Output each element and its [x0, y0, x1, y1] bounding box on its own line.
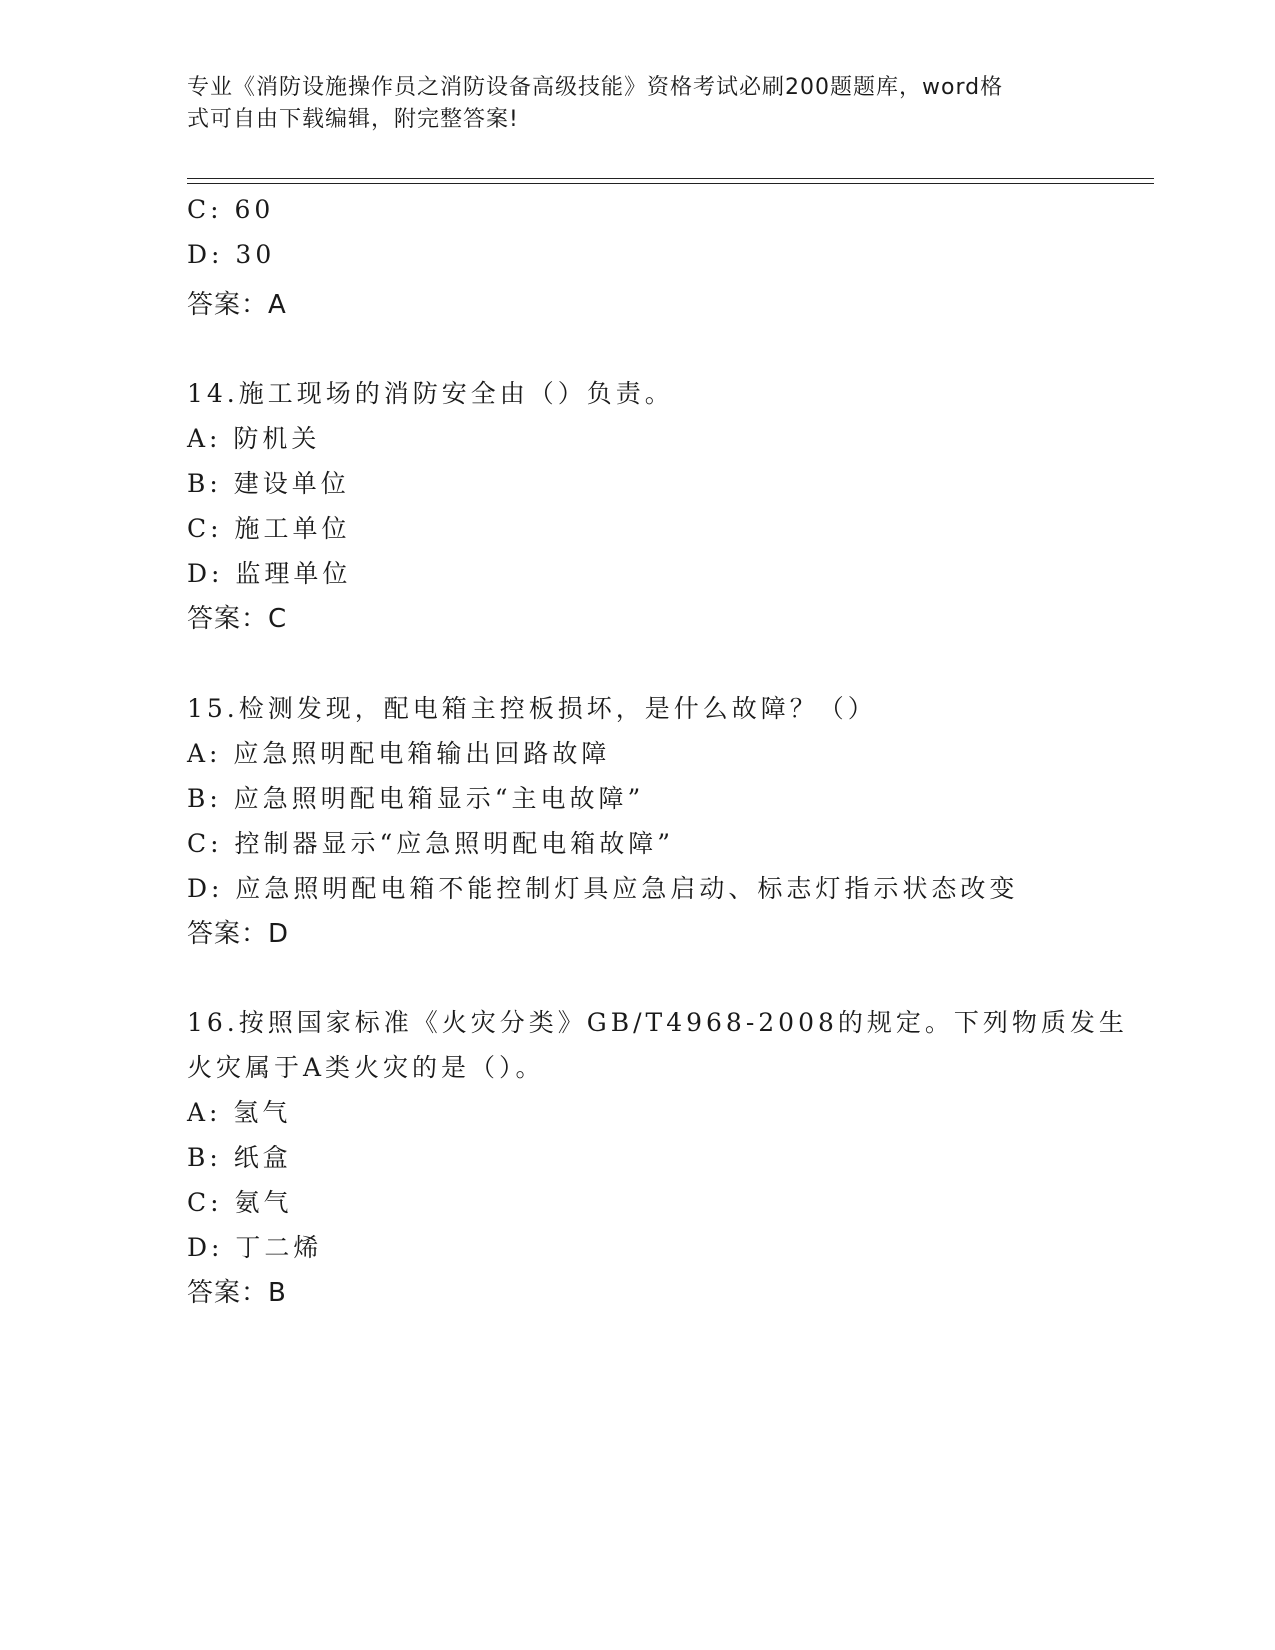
q16-option-c: C: 氨气 — [187, 1188, 293, 1217]
q14-answer: 答案：C — [187, 604, 288, 634]
q16-option-d: D: 丁二烯 — [187, 1233, 323, 1262]
page-header — [187, 72, 1067, 136]
prev-option-d: D: 30 — [187, 240, 276, 269]
prev-option-c: C: 60 — [187, 195, 275, 224]
q14-option-b: B: 建设单位 — [187, 469, 350, 498]
q14-option-a: A: 防机关 — [187, 424, 321, 453]
q14-stem: 14.施工现场的消防安全由（）负责。 — [187, 379, 674, 408]
header-line-2: 式可自由下载编辑，附完整答案! — [187, 107, 519, 132]
q16-answer: 答案：B — [187, 1278, 287, 1308]
header-divider-bottom — [187, 183, 1154, 184]
q15-answer: 答案：D — [187, 919, 290, 949]
prev-answer: 答案：A — [187, 290, 287, 320]
header-divider-top — [187, 178, 1154, 179]
q14-option-c: C: 施工单位 — [187, 514, 351, 543]
q15-option-a: A: 应急照明配电箱输出回路故障 — [187, 739, 611, 768]
q16-option-b: B: 纸盒 — [187, 1143, 292, 1172]
q15-option-d: D: 应急照明配电箱不能控制灯具应急启动、标志灯指示状态改变 — [187, 874, 1019, 903]
q16-stem-line-2: 火灾属于A类火灾的是（）。 — [187, 1053, 545, 1082]
q16-stem-line-1: 16.按照国家标准《火灾分类》GB/T4968-2008的规定。下列物质发生 — [187, 1008, 1128, 1037]
header-line-1: 专业《消防设施操作员之消防设备高级技能》资格考试必刷200题题库，word格 — [187, 75, 1004, 100]
q16-option-a: A: 氢气 — [187, 1098, 292, 1127]
q14-option-d: D: 监理单位 — [187, 559, 352, 588]
q15-option-b: B: 应急照明配电箱显示“主电故障” — [187, 784, 645, 813]
q15-option-c: C: 控制器显示“应急照明配电箱故障” — [187, 829, 675, 858]
q15-stem: 15.检测发现，配电箱主控板损坏，是什么故障？（） — [187, 694, 877, 723]
